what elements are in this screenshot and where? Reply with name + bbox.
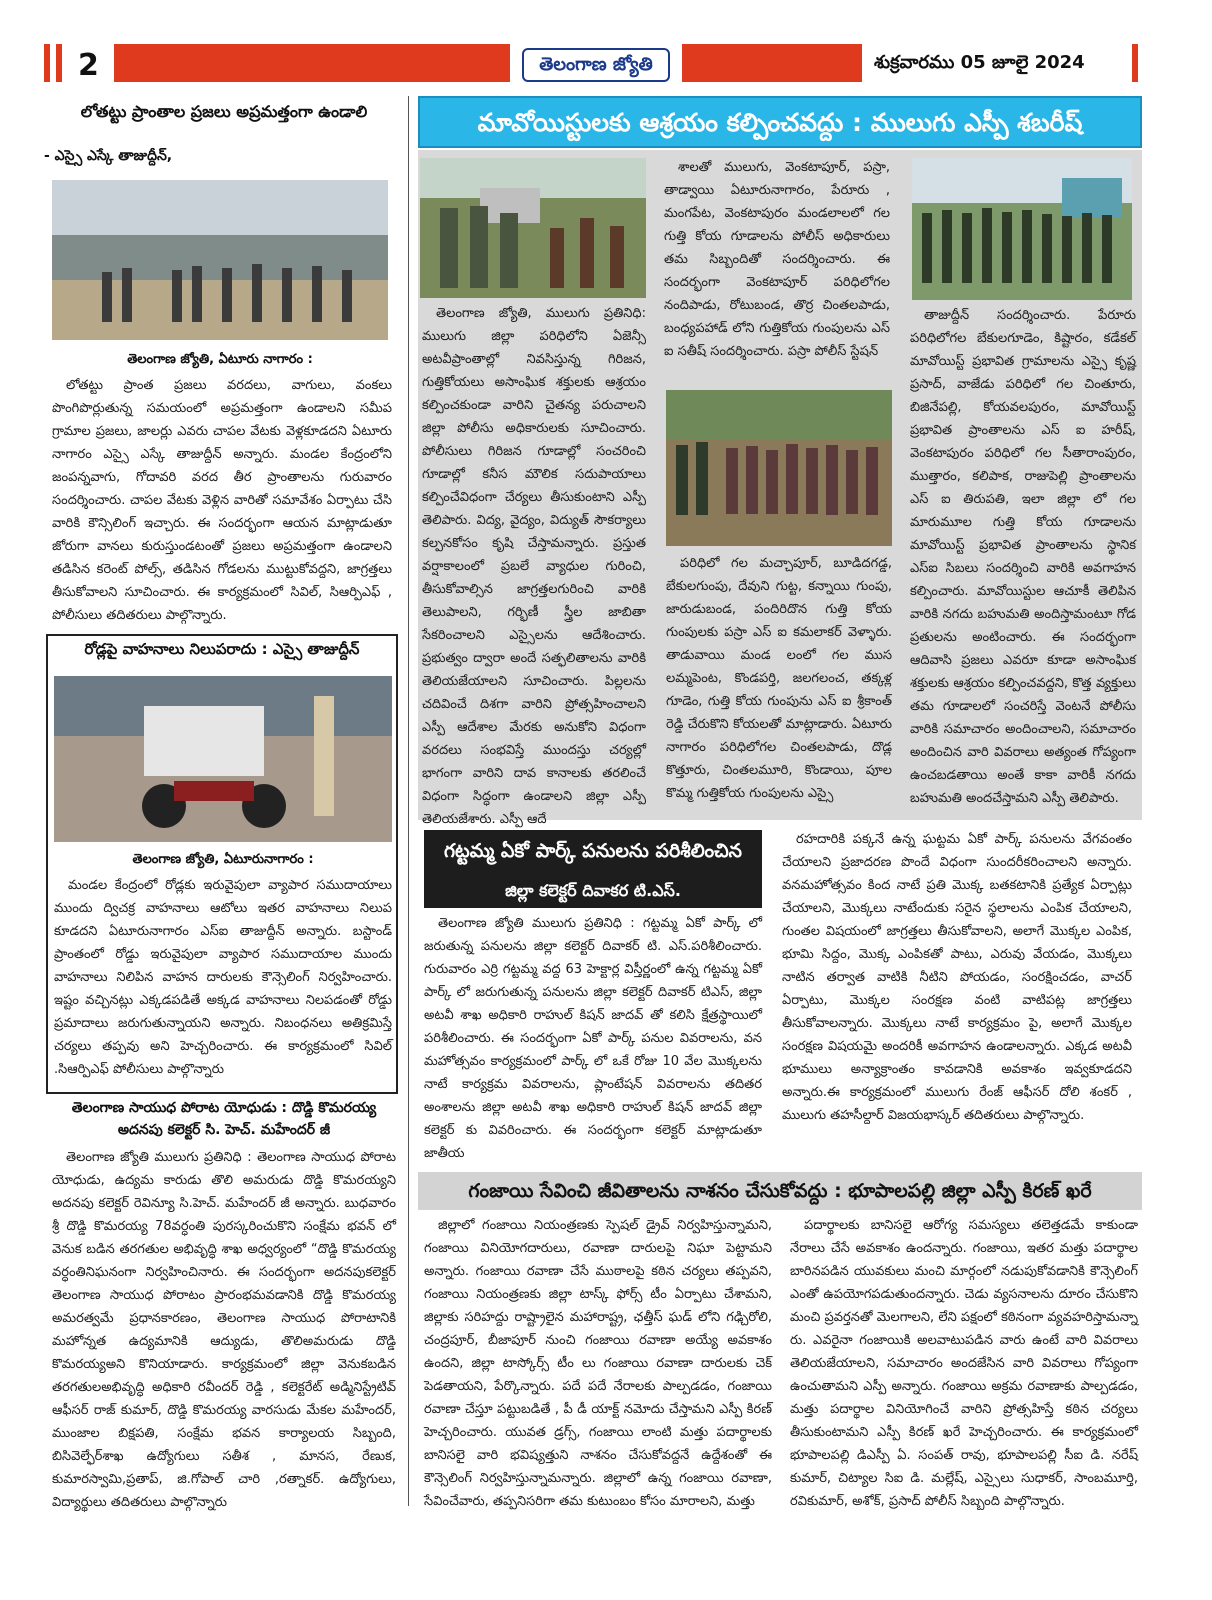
article4-col2a [664,156,890,388]
article5-headline: గట్టమ్మ ఏకో పార్క్ పనులను పరిశీలించిన [443,840,743,862]
article2-body [54,874,392,1084]
article1-body [52,374,392,626]
article1-headline: లోతట్టు ప్రాంతాల ప్రజలు అప్రమత్తంగా ఉండాలి [80,102,368,121]
article4-col3-text: తాజుద్దీన్ సందర్శించారు. పేరూరు పరిధిలోగల బేకులగూడెం, కిష్టారం, కడేకల్ మావోయిస్ట్ ప్రభావిత గ్రామాలను ఎస్సై కృష్ణ ప్రసాద్, వాజేడు పరిధిలో గల చింతూరు, బిజినేపల్లి, కోయవలపురం, మావోయిస్ట్ ప్రభావిత ప్రాంతాలను ఎస్ ఐ హరీష్, వెంకటాపురం పరిధిలో గల సీతారాంపురం, ముత్తారం, కలిపాక, రాజుపెల్లి ప్రాంతాలను ఎస్ ఐ తిరుపతి, ఇలా జిల్లా లో గల మారుమూల గుత్తి కోయ గూడాలను మావోయిస్ట్ ప్రభావిత ప్రాంతాలను స్థానిక ఎస్ఐ సిబలు సందర్శించి వారికి అవగాహన కల్పించారు. మావోయిస్టుల ఆచూకీ తెలిపిన వారికి నగదు బహుమతి అందిస్తామంటూ గోడ ప్రతులను అంటించారు. ఈ సందర్భంగా ఆదివాసి ప్రజలు ఎవరూ కూడా అసాంఘిక శక్తులకు ఆశ్రయం కల్పించవద్దని, కొత్త వ్యక్తులు తమ గూడాలలో సంచరిస్తే వెంటనే పోలీసు వారికి సమాచారం అందించాలని, సమాచారం అందించిన వారి వివరాలు అత్యంత గోప్యంగా ఉంచబడతాయి అంతే కాకా వారికీ నగదు బహుమతి అందచేస్తామని ఎస్పీ తెలిపారు. [910,308,1136,806]
article4-col3 [910,304,1136,814]
issue-date: శుక్రవారము 05 జూలై 2024 [874,52,1085,73]
article3-headline: తెలంగాణ సాయుధ పోరాట యోధుడు : దొడ్డి కొమరయ్య [71,1100,377,1116]
masthead-bar [114,44,510,82]
article6-right-text: పదార్థాలకు బానిసలై ఆరోగ్య సమస్యలు తలెత్తడమే కాకుండా నేరాలు చేసే అవకాశం ఉందన్నారు. గంజాయి, ఇతర మత్తు పదార్థాల బారినపడిన యువకులు మంచి మార్గంలో నడుపుకోవడానికి కౌన్సెలింగ్ ఎంతో ఉపయోగపడుతుందన్నారు. చెడు వ్యసనాలను దూరం చేసుకొని మంచి ప్రవర్తనతో మెలగాలని, లేని పక్షంలో కఠినంగా వ్యవహరిస్తామన్నా రు. ఎవరైనా గంజాయికి అలవాటుపడిన వారు ఉంటే వారి వివరాలు తెలియజేయాలని, సమాచారం అందజేసిన వారి వివరాలు గోప్యంగా ఉంచుతామని ఎస్పీ అన్నారు. గంజాయి అక్రమ రవాణాకు పాల్పడడం, మత్తు పదార్థాల వినియోగించే వారిని ప్రోత్సహిస్తే కఠిన చర్యలు తీసుకుంటామని ఎస్పీ కిరణ్ ఖరే హెచ్చరించారు. ఈ కార్యక్రమంలో భూపాలపల్లి డిఎస్పీ ఏ. సంపత్ రావు, భూపాలపల్లి సీఐ డి. నరేష్ కుమార్, చిట్యాల సిఐ డి. మల్లేష్, ఎస్సైలు సుధాకర్, సాంబమూర్తి, రవికుమార్, అశోక్, ప్రసాద్ పోలీస్ సిబ్బంది పాల్గొన్నారు. [790,1218,1138,1509]
masthead-bar [56,44,62,82]
article3-body [52,1146,396,1510]
article5-subheadline: జిల్లా కలెక్టర్ దివాకర టి.ఎస్. [505,881,681,900]
masthead-bar [1132,44,1138,82]
article4-col2b-text: పరిధిలో గల మచ్చాపూర్, బూడిదగడ్డ, బేకులగుంపు, దేవుని గుట్ట, కన్నాయి గుంపు, జారుడుబండ, పందిరిదొన గుత్తి కోయ గుంపులకు పస్రా ఎస్ ఐ కమలాకర్ వెళ్ళారు. తాడువాయి మండ లంలో గల ముస లమ్మపెంట, కొండపర్తి, జలగలంచ, తక్కళ్ల గూడెం, గుత్తి కోయ గుంపును ఎస్ ఐ శ్రీకాంత్ రెడ్డి చేరుకొని కోయలతో మాట్లాడారు. ఏటూరు నాగారం పరిధిలోగల చింతలపాడు, దొడ్ల కొత్తూరు, చింతలమూరి, కొండాయి, పూల కొమ్మ గుత్తికోయ గుంపులను ఎస్సై [666,556,892,801]
masthead-bar [44,44,50,82]
article6-headline: గంజాయి సేవించి జీవితాలను నాశనం చేసుకోవద్దు : భూపాలపల్లి జిల్లా ఎస్పీ కిరణ్ ఖరే [418,1172,1142,1210]
article4-col2a-text: శాలతో ములుగు, వెంకటాపూర్, పస్రా, తాడ్వాయి ఏటూరునాగారం, పేరూరు , మంగపేట, వెంకటాపురం మండలాలలో గల గుత్తి కోయ గూడాలను పోలీస్ అధికారులు తమ సిబ్బందితో సందర్శించారు. ఈ సందర్భంగా వెంకటాపూర్ పరిధిలోగల నందిపాడు, రోటుబండ, తొర్ర చింతలపాడు, బంధ్యపహాడ్ లోని గుత్తికోయ గుంపులను ఎస్ ఐ సతీష్ సందర్శించారు. పస్రా పోలీస్ స్టేషన్ [664,160,890,359]
article4-col1-text: తెలంగాణ జ్యోతి, ములుగు ప్రతినిధి: ములుగు జిల్లా పరిధిలోని ఏజెన్సీ అటవీప్రాంతాల్లో నివసిస్తున్న గిరిజన, గుత్తికోయలు అసాంఘిక శక్తులకు ఆశ్రయం కల్పించకుండా వారిని చైతన్య పరుచాలని జిల్లా పోలీసు అధికారులకు సూచించారు. పోలీసులు గిరిజన గూడాల్లో సంచరించి గూడాల్లో కనీస మౌలిక సదుపాయాలు కల్పించేవిధంగా చేర్యలు తీసుకుంటాని ఎస్పీ తెలిపారు. విద్య, వైద్యం, విద్యుత్ సౌకర్యాలు కల్పనకోసం కృషి చేస్తామన్నారు. ప్రస్తుత వర్షాకాలంలో ప్రబలే వ్యాధుల గురించి, తీసుకోవాల్సిన జాగ్రత్తలగురించి వారికి తెలుపాలని, గర్భిణీ స్త్రీల జాబితా సేకరించాలని ఎస్సైలను ఆదేశించారు. ప్రభుత్వం ద్వారా అందే సత్ఫలితాలను వారికి తెలియజేయాలని సూచించారు. పిల్లలను చదివించే దిశగా వారిని ప్రోత్సహించాలని ఎస్పీ ఆదేశాల మేరకు అనుకోని విధంగా వరదలు సంభవిస్తే ముందస్తు చర్యల్లో భాగంగా వారిని దావ కానాలకు తరలించే విధంగా సిద్ధంగా ఉండాలని జిల్లా ఎస్పీ తెలియజేశారు. ఎస్పీ ఆదే [422,306,646,827]
article4-col2b [666,552,892,814]
article6-left [424,1214,772,1509]
article2-body-text: మండల కేంద్రంలో రోడ్లకు ఇరువైపులా వ్యాపార సముదాయాలు ముందు ద్విచక్ర వాహనాలు ఆటోలు ఇతర వాహనాలు నిలుప కూడదని ఏటూరునాగారం ఎస్ఐ తాజుద్దీన్ అన్నారు. బస్టాండ్ ప్రాంతంలో రోడ్డు ఇరువైపులా వ్యాపార సముదాయాల ముందు వాహనాలు నిలిపిన వాహన దారులకు కౌన్సెలింగ్ నిర్వహించారు. ఇష్టం వచ్చినట్లు ఎక్కడపడితే అక్కడ వాహనాలు నిలపడంతో రోడ్డు ప్రమాదాలు జరుగుతున్నాయని అన్నారు. నిబంధనలు అతిక్రమిస్తే చర్యలు తప్పవు అని హెచ్చరించారు. ఈ కార్యక్రమంలో సివిల్ .సిఆర్పిఎఫ్ పోలీసులు పాల్గొన్నారు [54,878,392,1077]
article5-headline-box [424,830,762,908]
column-divider [408,96,409,1506]
article2-photo [54,676,392,842]
article4-col1 [422,302,646,827]
article5-right [782,828,1132,1160]
article1-byline: - ఎస్సై ఎస్కే తాజుద్దీన్, [44,148,173,164]
article1-dateline: తెలంగాణ జ్యోతి, ఏటూరు నాగారం : [127,352,313,367]
masthead [0,44,1212,88]
article2-headline: రోడ్లపై వాహనాలు నిలుపరాదు : ఎస్సై తాజుద్దీన్ [84,640,360,658]
article5-right-text: రహదారికి పక్కనే ఉన్న ఘట్టమ ఏకో పార్క్ పనులను వేగవంతం చేయాలని ప్రజాదరణ పొందే విధంగా సుందరీకరించాలని అన్నారు. వనమహోత్సవం కింద నాటే ప్రతి మొక్క బతకటానికి ప్రత్యేక ఏర్పాట్లు చేయాలని, మొక్కలు నాటేందుకు సరైన స్థలాలను ఎంపిక చేయాలని, గుంతల విషయంలో జాగ్రత్తలు తీసుకోవాలని, అలాగే మొక్కల ఎంపిక, భూమి సిద్దం, మొక్క ఎంపికతో పాటు, ఎరువు వేయడం, మొక్కలు నాటిన తర్వాత వాటికి నీటిని పోయడం, సంరక్షించడం, వాచర్ ఏర్పాటు, మొక్కల సంరక్షణ వంటి వాటిపట్ల జాగ్రత్తలు తీసుకోవాలన్నారు. మొక్కలు నాటే కార్యక్రమం పై, అలాగే మొక్కల సంరక్షణ విషయమై అందరికీ అవగాహన ఉండాలన్నారు. ఎక్కడ అటవీ భూములు అన్యాక్రాంతం కావడానికి అవకాశం ఇవ్వకూడదని అన్నారు.ఈ కార్యక్రమంలో ములుగు రేంజ్ ఆఫీసర్ దోలి శంకర్ , ములుగు తహసీల్దార్ విజయభాస్కర్ తదితరులు పాల్గొన్నారు. [782,832,1132,1123]
paper-logo: తెలంగాణ జ్యోతి [522,48,670,82]
article6-right [790,1214,1138,1509]
article1-photo [52,180,388,340]
article3-subheadline: అదనపు కలెక్టర్ సి. హెచ్. మహేందర్ జీ [117,1122,331,1138]
article2-dateline: తెలంగాణ జ్యోతి, ఏటూరునాగారం : [132,852,314,867]
article1-body-text: లోతట్టు ప్రాంత ప్రజలు వరదలు, వాగులు, వంకలు పొంగిపొర్లుతున్న సమయంలో అప్రమత్తంగా ఉండాలని సమీప గ్రామాల ప్రజలు, జాలర్లు ఎవరు చాపల వేటకు వెళ్లకూడదని ఏటూరు నాగారం ఎస్సై ఎస్కే తాజుద్దీన్ అన్నారు. మండల కేంద్రంలోని జంపన్నవాగు, గోదావరి వరద తీర ప్రాంతాలను గురువారం సందర్శించారు. చాపల వేటకు వెళ్లిన వారితో సమావేశం ఏర్పాటు చేసి వారికి కౌన్సిలింగ్ ఇచ్చారు. ఈ సందర్భంగా ఆయన మాట్లాడుతూ జోరుగా వానలు కురుస్తుండటంతో ప్రజలు అప్రమత్తంగా ఉండాలని తడిసిన కరెంట్ పోల్స్, తడిసిన గోడలను ముట్టుకోవద్దని, జాగ్రత్తలు తీసుకోవాలని సూచించారు. ఈ కార్యక్రమంలో సివిల్, సిఆర్పిఎఫ్ , పోలీసులు తదితరులు పాల్గొన్నారు. [52,378,392,623]
article5-left-text: తెలంగాణ జ్యోతి ములుగు ప్రతినిధి : గట్టమ్మ ఏకో పార్క్ లో జరుతున్న పనులను జిల్లా కలెక్టర్ దివాకర్ టి. ఎస్.పరిశీలించారు. గురువారం ఎర్రి గట్టమ్మ వద్ద 63 హెక్టార్ల విస్తీర్ణంలో ఉన్న గట్టమ్మ ఏకో పార్క్ లో జరుగుతున్న పనులను జిల్లా కలెక్టర్ దివాకర్ టిఎస్, జిల్లా అటవీ శాఖ అధికారి రాహుల్ కిషన్ జాదవ్ తో కలిసి క్షేత్రస్థాయిలో పరిశీలించారు. ఈ సందర్భంగా ఏకో పార్క్ పనుల వివరాలను, వన మహోత్సవం కార్యక్రమంలో పార్క్ లో ఒకే రోజు 10 వేల మొక్కలను నాటే కార్యక్రమ వివరాలను, ప్లాంటేషన్ వివరాలను తదితర అంశాలను జిల్లా అటవీ శాఖ అధికారి రాహుల్ కిషన్ జాదవ్ జిల్లా కలెక్టర్ కు వివరించారు. ఈ సందర్భంగా కలెక్టర్ మాట్లాడుతూ జాతీయ [424,916,762,1161]
article3-body-text: తెలంగాణ జ్యోతి ములుగు ప్రతినిధి : తెలంగాణ సాయుధ పోరాట యోధుడు, ఉద్యమ కారుడు తొలి అమరుడు దొడ్డి కొమరయ్యని అదనపు కలెక్టర్ రెవిన్యూ సి.హెచ్. మహేందర్ జీ అన్నారు. బుధవారం శ్రీ దొడ్డి కొమరయ్య 78వర్ధంతి పురస్కరించుకొని సంక్షేమ భవన్ లో వెనుక బడిన తరగతుల అభివృద్ధి శాఖ అధ్వర్యంలో “దొడ్డి కొమరయ్య వర్ధంతినిఘనంగా నిర్వహించినారు. ఈ సందర్భంగా అదనపుకలెక్టర్ తెలంగాణ సాయుధ పోరాటం ప్రారంభమవడానికి దొడ్డి కొమరయ్య అమరత్వమే ప్రధానకారణం, తెలంగాణ సాయుధ పోరాటానికి మహోన్నత ఉద్యమానికి ఆద్యుడు, తొలిఅమరుడు దొడ్డి కొమరయ్యఅని కొనియాడారు. కార్యక్రమంలో జిల్లా వెనుకబడిన తరగతులఅభివృద్ధి అధికారి రవీందర్ రెడ్డి , కలెక్టరేట్ అడ్మినిస్ట్రేటివ్ ఆఫీసర్ రాజ్ కుమార్, దొడ్డి కొమరయ్య వారసుడు మేకల మహేందర్, ముంజాల బిక్షపతి, సంక్షేమ భవన కార్యాలయ సిబ్బంది, బిసివెల్ఫేర్‌శాఖ ఉద్యోగులు సతీశ , మానస, రేణుక, కుమారస్వామి,ప్రతాప్, జి.గోపాల్ చారి ,రత్నాకర్. ఉద్యోగులు, విద్యార్థులు తదితరులు పాల్గొన్నారు [52,1150,396,1510]
article4-photo-2 [666,390,892,546]
article4-photo-1 [420,158,646,298]
masthead-bar [682,44,862,82]
article4-headline: మావోయిస్టులకు ఆశ్రయం కల్పించవద్దు : ములుగు ఎస్పీ శబరీష్ [418,96,1142,148]
article6-left-text: జిల్లాలో గంజాయి నియంత్రణకు స్పెషల్ డ్రైవ్ నిర్వహిస్తున్నామని, గంజాయి వినియోగదారులు, రవాణా దారులపై నిఘా పెట్టామని అన్నారు. గంజాయి రవాణా చేసే ముఠాలపై కఠిన చర్యలు తప్పవని, గంజాయి నియంత్రణకు జిల్లా టాస్క్ ఫోర్స్ టీం ఏర్పాటు చేశామని, జిల్లాకు సరిహద్దు రాష్ట్రాలైన మహారాష్ట్ర, ఛత్తీస్ ఘడ్ లోని గఢ్చిరోలి, చంద్రపూర్, బీజాపూర్ నుంచి గంజాయి రవాణా అయ్యే అవకాశం ఉందని, జిల్లా టాస్కోర్స్ టీం లు గంజాయి రవాణా దారులకు చెక్ పెడతాయని, పేర్కొన్నారు. పదే పదే నేరాలకు పాల్పడడం, గంజాయి రవాణా చేస్తూ పట్టుబడితే , పీ డీ యాక్ట్ నమోదు చేస్తామని ఎస్పీ కిరణ్ హెచ్చరించారు. యువత డ్రగ్స్, గంజాయి లాంటి మత్తు పదార్థాలకు బానిసలై వారి భవిష్యత్తుని నాశనం చేసుకోవద్దనే ఉద్దేశంతో ఈ కౌన్సెలింగ్ నిర్వహిస్తున్నామన్నారు. జిల్లాలో ఉన్న గంజాయి రవాణా, సేవించేవారు, తప్పనిసరిగా తమ కుటుంబం కోసం మారాలని, మత్తు [424,1218,772,1509]
page-number: 2 [78,48,99,83]
article4-photo-3 [912,158,1132,300]
article5-left [424,912,762,1160]
